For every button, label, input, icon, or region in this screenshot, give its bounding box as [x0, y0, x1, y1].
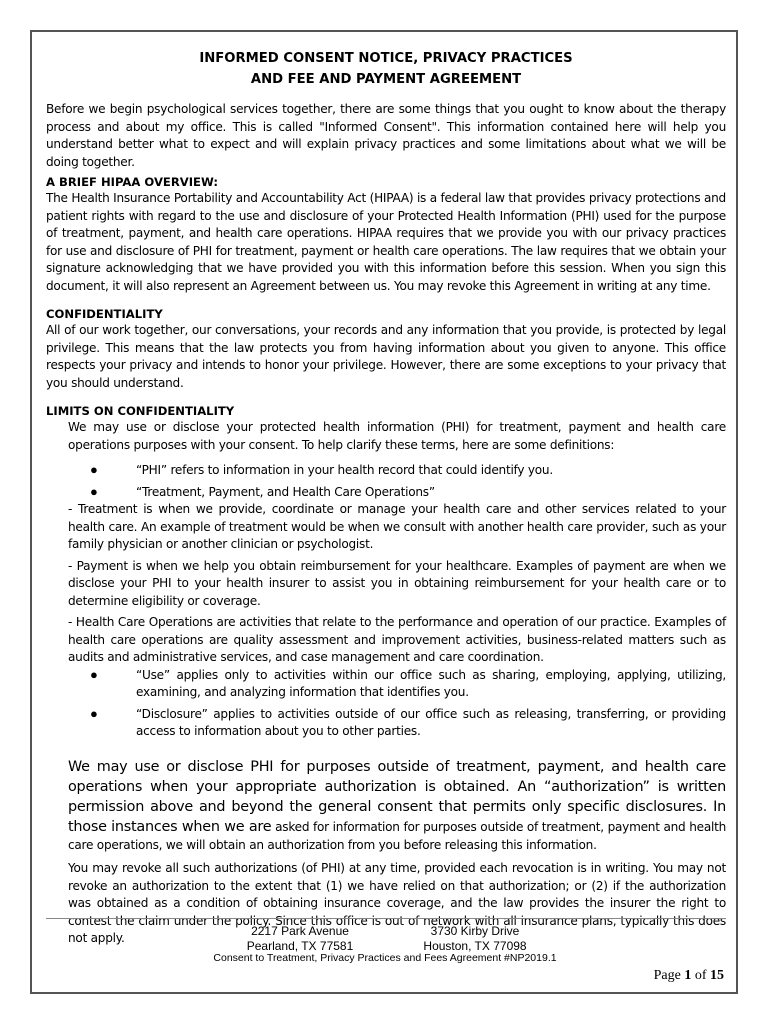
page-of: of — [694, 968, 707, 983]
operations-definition: - Health Care Operations are activities that relate to the performance and operation of our practice. Examples of health care operations are quality assessment and improvement activities, business-related matters such as audits and administrative services, and case management and care coordination. — [68, 615, 726, 664]
bullet-text-tpo: “Treatment, Payment, and Health Care Operations” — [136, 484, 435, 499]
revoke-paragraph: You may revoke all such authorizations (of PHI) at any time, provided each revocation is in writing. You may not revoke an authorization to the extent that (1) we have relied on that authorization; or (2) if the authorization was obtained as a condition of obtaining insurance coverage, and the law provides the insurer the right to contest the claim under the policy. Since this office is out of network with all insurance plans, typically this does not apply. — [68, 861, 726, 945]
hipaa-heading: A BRIEF HIPAA OVERVIEW: — [46, 175, 219, 189]
title-line-1: INFORMED CONSENT NOTICE, PRIVACY PRACTICES — [199, 51, 573, 66]
bullet-icon: ● — [90, 462, 98, 477]
list-item — [46, 484, 726, 502]
hipaa-paragraph: The Health Insurance Portability and Accountability Act (HIPAA) is a federal law that provides privacy protections and patient rights with regard to the use and disclosure of your Protected Health Information (PHI) used for the purpose of treatment, payment, and health care operations. HIPAA requires that we provide you with our privacy practices for use and disclosure of PHI for treatment, payment or health care operations. The law requires that we obtain your signature acknowledging that we have provided you with this information before this session. When you sign this document, it will also represent an Agreement between us. You may revoke this Agreement in writing at any time. — [46, 191, 726, 293]
authorization-large-text: We may use or disclose PHI for purposes outside of treatment, payment, and health care operations when your appropriate authorization is obtained. An “authorization” is written permission above and beyond the general consent that permits only specific disclosures. In those instances when we are — [68, 758, 726, 835]
payment-definition: - Payment is when we help you obtain reimbursement for your healthcare. Examples of payment are when we disclose your PHI to your health insurer to assist you in obtaining reimbursement for your health care or to determine eligibility or coverage. — [68, 558, 726, 608]
authorization-paragraph — [46, 757, 726, 855]
list-item — [46, 462, 726, 480]
bullet-icon: ● — [90, 483, 98, 499]
document-body — [46, 48, 726, 948]
list-item — [46, 706, 726, 741]
title-line-2: AND FEE AND PAYMENT AGREEMENT — [250, 72, 522, 87]
page-current: 1 — [684, 968, 692, 983]
address-line: Pearland, TX 77581 — [246, 938, 354, 953]
address-kirby-drive — [405, 924, 545, 953]
list-item — [46, 667, 726, 702]
page-word: Page — [653, 968, 681, 983]
agreement-reference: Consent to Treatment, Privacy Practices and Fees Agreement #NP2019.1 — [213, 952, 557, 964]
limits-intro: We may use or disclose your protected health information (PHI) for treatment, payment and health care operations purposes with your consent. To help clarify these terms, here are some definitions: — [68, 420, 726, 452]
bullet-text-disclosure: “Disclosure” applies to activities outside of our office such as releasing, transferring, or providing access to information about you to other parties. — [136, 706, 726, 738]
treatment-definition: - Treatment is when we provide, coordinate or manage your health care and other services related to your health care. An example of treatment would be when we consult with another health care provider, such as your family physician or another clinician or psychologist. — [68, 502, 726, 551]
address-park-avenue — [230, 924, 370, 953]
page-number — [654, 968, 724, 984]
bullet-text-use: “Use” applies only to activities within our office such as sharing, employing, applying, utilizing, examining, and analyzing information that identifies you. — [136, 667, 726, 699]
page-total: 15 — [710, 968, 724, 983]
address-line: 2217 Park Avenue — [251, 924, 349, 938]
intro-paragraph: Before we begin psychological services together, there are some things that you ought to know about the therapy process and about my office. This is called "Informed Consent". This information contained here will help you understand better what to expect and will explain privacy practices and some limitations about what we will be doing together. — [46, 102, 726, 169]
confidentiality-heading: CONFIDENTIALITY — [46, 307, 163, 321]
bullet-icon: ● — [90, 666, 98, 682]
address-line: Houston, TX 77098 — [423, 938, 527, 953]
authorization-small-text: asked for information for purposes outside of treatment, payment and health care operations, we will obtain an authorization from you before releasing this information. — [68, 819, 727, 852]
footer-divider — [46, 918, 726, 919]
confidentiality-paragraph: All of our work together, our conversations, your records and any information that you provide, is protected by legal privilege. This means that the law protects you from having information about you given to anyone. This office respects your privacy and intends to honor your privilege. However, there are some exceptions to your privacy that you should understand. — [46, 323, 726, 390]
bullet-text-phi: “PHI” refers to information in your health record that could identify you. — [136, 463, 553, 477]
address-line: 3730 Kirby Drive — [430, 924, 520, 938]
limits-heading: LIMITS ON CONFIDENTIALITY — [46, 404, 235, 418]
page-title — [46, 48, 726, 90]
bullet-icon: ● — [90, 705, 98, 721]
